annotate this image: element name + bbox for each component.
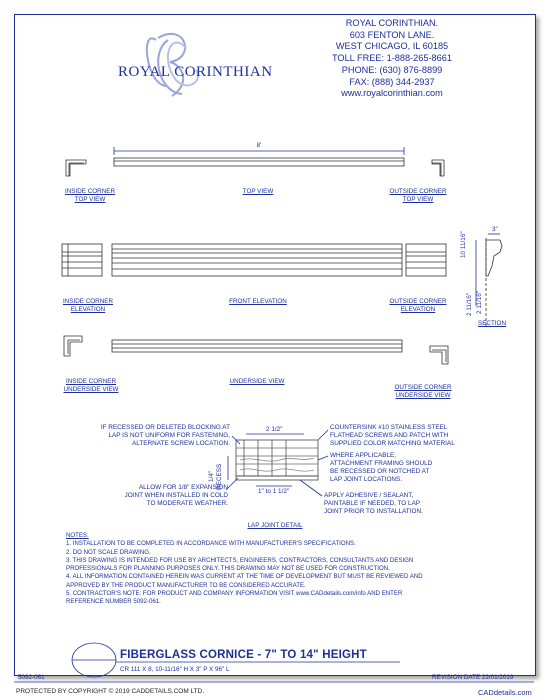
dim-1-4: 1/4" xyxy=(208,470,215,482)
reference-number: 5092-061 xyxy=(18,674,45,681)
copyright-notice: PROTECTED BY COPYRIGHT © 2019 CADDETAILS.COM LTD. xyxy=(16,688,205,695)
note-line: 2. DO NOT SCALE DRAWING. xyxy=(66,548,151,556)
company-name: ROYAL CORINTHIAN. xyxy=(345,18,439,28)
note-line: 4. ALL INFORMATION CONTAINED HEREIN WAS CURRENT AT THE TIME OF DEVELOPMENT BUT MUST BE REVIEWED AND xyxy=(66,573,423,581)
label-front-elevation: FRONT ELEVATION xyxy=(229,298,287,305)
label-outside-corner-underside: OUTSIDE CORNER UNDERSIDE VIEW xyxy=(394,384,452,399)
label-outside-corner-top: OUTSIDE CORNER TOP VIEW xyxy=(389,188,447,203)
label-top-view: TOP VIEW xyxy=(242,188,274,195)
label-section: SECTION xyxy=(478,320,506,327)
inside-corner-elevation xyxy=(62,244,102,276)
dim-3in: 3" xyxy=(492,226,498,233)
lap-joint-drawing xyxy=(226,430,328,496)
dim-2-11-16-a: 2 11/16" xyxy=(466,292,473,316)
inside-corner-top-view xyxy=(66,160,86,176)
dim-2-11-16-b: 2 11/16" xyxy=(476,290,483,314)
dim-10-11-16: 10 11/16" xyxy=(460,231,467,258)
label-outside-corner-elevation: OUTSIDE CORNER ELEVATION xyxy=(389,298,447,313)
label-inside-corner-underside: INSIDE CORNER UNDERSIDE VIEW xyxy=(63,378,119,393)
outside-corner-top-view xyxy=(432,160,444,176)
label-lap-joint-detail: LAP JOINT DETAIL xyxy=(247,522,303,529)
note-line: APPROVED BY THE PRODUCT MANUFACTURER TO BE CONSIDERED ACCURATE. xyxy=(66,581,306,589)
dim-1-to-1-half: 1" to 1 1/2" xyxy=(258,488,290,495)
note-attachment-framing: WHERE APPLICABLE, ATTACHMENT FRAMING SHOULD BE RECESSED OR NOTCHED AT LAP JOINT LOCATIONS. xyxy=(330,452,433,483)
note-line: 3. THIS DRAWING IS INTENDED FOR USE BY ARCHITECTS, ENGINEERS, CONTRACTORS, CONSULTANTS AND DESIGN xyxy=(66,556,414,564)
note-line: PROFESSIONALS FOR PLANNING PURPOSES ONLY. THIS DRAWING MAY NOT BE USED FOR CONSTRUCTION. xyxy=(66,565,390,573)
notes-block xyxy=(66,532,423,607)
front-elevation xyxy=(112,244,402,276)
note-alternate-screw: IF RECESSED OR DELETED BLOCKING AT LAP IS NOT UNIFORM FOR FASTENING, ALTERNATE SCREW LOCATION. xyxy=(100,424,230,447)
label-inside-corner-elevation: INSIDE CORNER ELEVATION xyxy=(62,298,114,313)
outside-corner-underside xyxy=(430,346,448,364)
dim-8ft: 8' xyxy=(256,142,262,149)
outside-corner-elevation xyxy=(406,244,446,276)
company-fax: FAX: (888) 344-2937 xyxy=(349,76,435,87)
label-underside-view: UNDERSIDE VIEW xyxy=(229,378,285,385)
company-city: WEST CHICAGO, IL 60185 xyxy=(335,41,449,52)
company-tollfree: TOLL FREE: 1-888-265-8661 xyxy=(331,53,452,64)
revision-date: REVISION DATE 22/01/2019 xyxy=(432,674,514,681)
footer-brand[interactable]: CADdetails.com xyxy=(478,688,532,697)
company-website[interactable]: www.royalcorinthian.com xyxy=(341,88,443,99)
note-line: 5. CONTRACTOR'S NOTE: FOR PRODUCT AND COMPANY INFORMATION VISIT www.CADdetails.com/info AND ENTER xyxy=(66,590,403,598)
note-expansion-joint: ALLOW FOR 1/8" EXPANSION JOINT WHEN INSTALLED IN COLD TO MODERATE WEATHER. xyxy=(124,484,228,507)
underside-plan xyxy=(112,340,402,352)
note-countersink: COUNTERSINK #10 STAINLESS STEEL FLATHEAD SCREWS AND PATCH WITH SUPPLIED COLOR MATCHING MATERIAL xyxy=(330,424,455,447)
inside-corner-underside xyxy=(64,336,82,356)
drawing-subtitle: CR 111 X 8, 10-11/16" H X 3" P X 96" L xyxy=(120,666,230,673)
logo-wordmark: ROYAL CORINTHIAN xyxy=(118,64,273,80)
label-recess: RECESS xyxy=(216,463,223,490)
company-address: 603 FENTON LANE. xyxy=(349,29,435,40)
note-line: 1. INSTALLATION TO BE COMPLETED IN ACCORDANCE WITH MANUFACTURER'S SPECIFICATIONS. xyxy=(66,540,356,548)
drawing-title: FIBERGLASS CORNICE - 7" TO 14" HEIGHT xyxy=(120,649,367,661)
dim-2-half: 2 1/2" xyxy=(266,426,283,433)
note-adhesive: APPLY ADHESIVE / SEALANT, PAINTABLE IF NEEDED, TO LAP JOINT PRIOR TO INSTALLATION. xyxy=(324,492,423,515)
notes-heading: NOTES: xyxy=(66,532,89,539)
company-phone: PHONE: (630) 876-8899 xyxy=(341,64,443,75)
label-inside-corner-top: INSIDE CORNER TOP VIEW xyxy=(64,188,116,203)
note-line: REFERENCE NUMBER 5092-061. xyxy=(66,598,161,606)
